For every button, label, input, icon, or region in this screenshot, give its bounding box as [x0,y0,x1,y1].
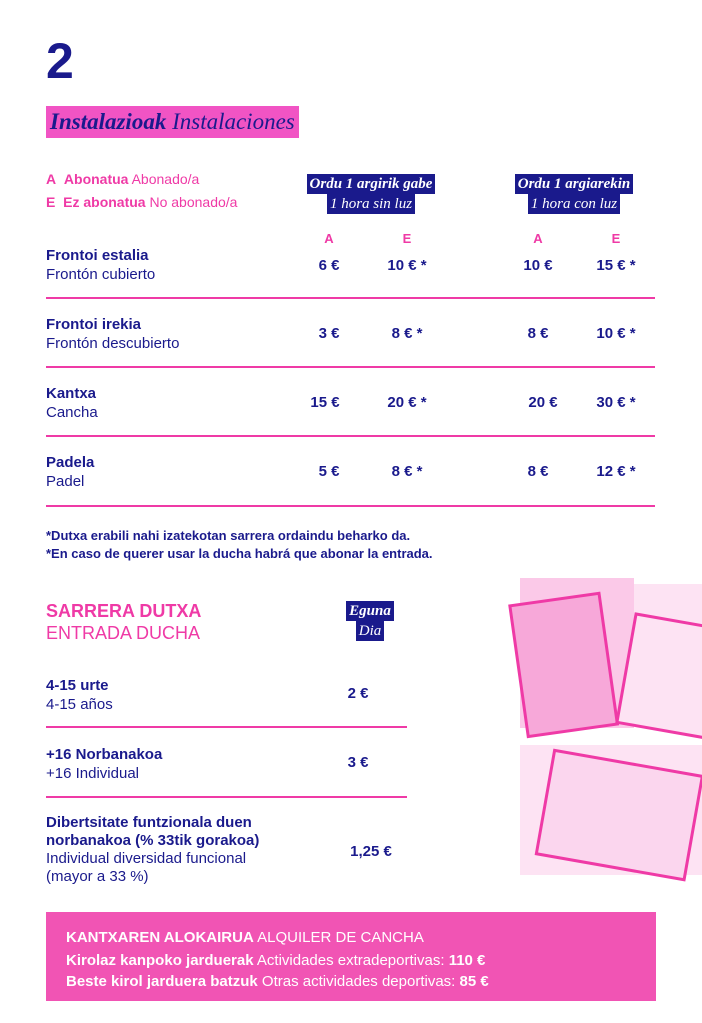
legend-item-a [46,171,199,187]
price-cell: 20 € * [387,394,427,411]
shower-price: 1,25 € [350,843,392,860]
price-cell: 15 € [310,394,340,411]
price-group-header-with-light [489,174,659,214]
subcolumn-e-with-light: E [611,231,621,246]
shower-row-eu: norbanakoa (% 33tik gorakoa) [46,832,260,849]
decorative-shapes [490,570,702,900]
price-cell: 30 € * [596,394,636,411]
price-cell: 10 € * [387,257,427,274]
price-group-line2: 1 hora sin luz [327,194,415,214]
price-group-header-no-light [280,174,462,214]
shower-title-es: ENTRADA DUCHA [46,623,201,643]
section-title-eu: Instalazioak [50,109,167,134]
facility-row-name [46,246,155,284]
rental-price: 85 € [459,973,489,990]
rental-title [66,929,424,946]
shower-price: 2 € [347,685,369,702]
shower-row-eu: Dibertsitate funtzionala duen [46,814,252,831]
facility-name-es: Frontón cubierto [46,266,156,283]
shower-title [46,600,201,644]
shower-note-es: *En caso de querer usar la ducha habrá que abonar la entrada. [46,546,433,561]
price-cell: 3 € [318,325,340,342]
shower-column-header [330,601,410,641]
price-cell: 10 € * [596,325,636,342]
subcolumn-a-no-light: A [324,231,334,246]
page-number: 2 [46,33,74,89]
legend-label-es: No abonado/a [149,194,238,210]
price-cell: 8 € [527,325,549,342]
facility-row-name [46,453,94,491]
rental-row-es: Otras actividades deportivas: [261,973,456,990]
rental-row-eu: Kirolaz kanpoko jarduerak [66,952,254,969]
shower-row-name [46,676,113,714]
facility-row-name [46,384,98,422]
shower-title-eu: SARRERA DUTXA [46,601,202,621]
court-rental-banner [46,912,656,1001]
shower-col-line1: Eguna [346,601,394,621]
shower-row-name [46,745,162,783]
facility-name-es: Frontón descubierto [46,335,180,352]
price-group-line1: Ordu 1 argiarekin [515,174,634,194]
facility-row-name [46,315,179,353]
row-divider [46,297,655,299]
subcolumn-a-with-light: A [533,231,543,246]
legend-key: E [46,194,56,210]
facility-name-eu: Frontoi irekia [46,316,142,333]
price-cell: 8 € * [391,463,423,480]
shower-row-es: (mayor a 33 %) [46,868,149,885]
rental-title-es: ALQUILER DE CANCHA [257,929,424,946]
legend-label-eu: Ez abonatua [63,194,146,210]
price-cell: 8 € [527,463,549,480]
rental-row [66,952,485,969]
decor-shape [510,593,617,736]
row-divider [46,726,407,728]
price-cell: 20 € [528,394,558,411]
section-title [46,106,299,138]
decor-rect-outline [510,593,617,736]
price-cell: 15 € * [596,257,636,274]
price-group-line1: Ordu 1 argirik gabe [307,174,436,194]
shower-col-line2: Dia [356,621,385,641]
rental-row-es: Actividades extradeportivas: [256,952,445,969]
shower-row-eu: +16 Norbanakoa [46,746,163,763]
shower-row-eu: 4-15 urte [46,677,109,694]
row-divider [46,366,655,368]
rental-title-eu: KANTXAREN ALOKAIRUA [66,929,254,946]
facility-name-es: Padel [46,473,85,490]
row-divider [46,796,407,798]
price-cell: 10 € [523,257,553,274]
subcolumn-e-no-light: E [402,231,412,246]
price-cell: 8 € * [391,325,423,342]
shower-row-es: Individual diversidad funcional [46,850,247,867]
shower-row-es: 4-15 años [46,696,113,713]
section-title-es: Instalaciones [172,109,295,134]
facility-name-eu: Padela [46,454,95,471]
legend-label-eu: Abonatua [63,171,129,187]
rental-price: 110 € [448,952,486,969]
facility-name-es: Cancha [46,404,98,421]
legend-item-e [46,194,237,210]
price-cell: 6 € [318,257,340,274]
legend-label-es: Abonado/a [131,171,200,187]
rental-row-eu: Beste kirol jarduera batzuk [66,973,258,990]
shower-row-name [46,814,259,886]
shower-note-eu: *Dutxa erabili nahi izatekotan sarrera ordaindu beharko da. [46,528,411,543]
facility-name-eu: Kantxa [46,385,97,402]
shower-row-es: +16 Individual [46,765,139,782]
price-cell: 5 € [318,463,340,480]
facility-name-eu: Frontoi estalia [46,247,149,264]
legend-key: A [46,171,57,187]
shower-price: 3 € [347,754,369,771]
row-divider [46,435,655,437]
price-group-line2: 1 hora con luz [528,194,620,214]
price-cell: 12 € * [596,463,636,480]
row-divider [46,505,655,507]
rental-row [66,973,489,990]
